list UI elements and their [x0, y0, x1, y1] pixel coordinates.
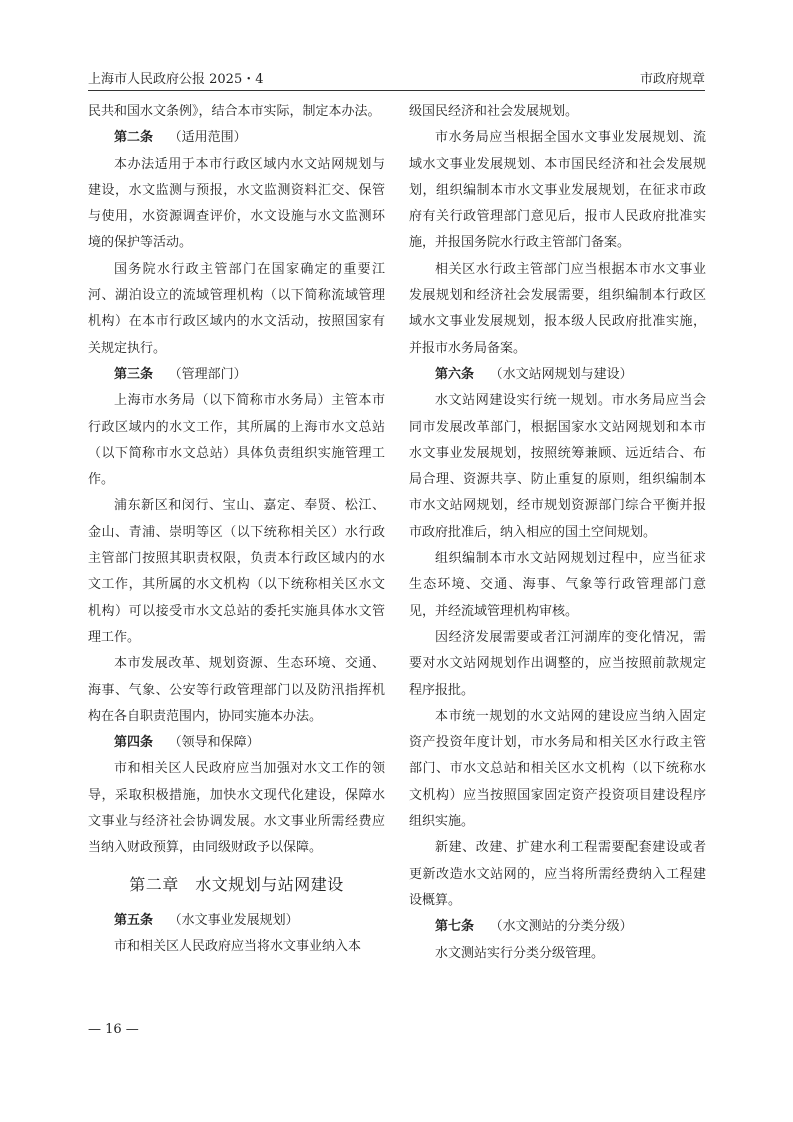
paragraph: 本办法适用于本市行政区域内水文站网规划与建设，水文监测与预报，水文监测资料汇交、保管与使用，水资源调查评价，水文设施与水文监测环境的保护等活动。 [88, 156, 385, 251]
chapter-heading: 第二章 水文规划与站网建设 [129, 874, 344, 894]
paragraph: 市水务局应当根据全国水文事业发展规划、流域水文事业发展规划、本市国民经济和社会发展规划，组织编制本市水文事业发展规划，在征求市政府有关行政管理部门意见后，报市人民政府批准实施，并报国务院水行政主管部门备案。 [409, 130, 706, 251]
paragraph: 民共和国水文条例》，结合本市实际，制定本办法。 [88, 104, 381, 119]
article-heading [88, 125, 385, 151]
article-heading [88, 362, 385, 388]
page-header [88, 68, 705, 90]
paragraph: 本市统一规划的水文站网的建设应当纳入固定资产投资年度计划，市水务局和相关区水行政主管部门、市水文总站和相关区水文机构（以下统称水文机构）应当按照国家固定资产投资项目建设程序组织实施。 [409, 708, 706, 830]
article-title: （水文测站的分类分级） [489, 919, 633, 935]
article-heading [409, 914, 706, 940]
article-number: 第四条 [114, 735, 154, 751]
article-number: 第五条 [114, 912, 154, 928]
article-title: （水文站网规划与建设） [489, 366, 633, 382]
article-number: 第二条 [114, 130, 154, 146]
article-number: 第三条 [114, 366, 154, 382]
article-heading [88, 730, 385, 756]
left-column [88, 99, 385, 960]
paragraph: 本市发展改革、规划资源、生态环境、交通、海事、气象、公安等行政管理部门以及防汛指挥机构在各自职责范围内，协同实施本办法。 [88, 656, 385, 724]
article-title: （领导和保障） [168, 735, 260, 751]
article-title: （适用范围） [168, 130, 247, 146]
paragraph: 市和相关区人民政府应当将水文事业纳入本 [114, 938, 362, 954]
paragraph: 浦东新区和闵行、宝山、嘉定、奉贤、松江、金山、青浦、崇明等区（以下统称相关区）水行政主管部门按照其职责权限，负责本行政区域内的水文工作，其所属的水文机构（以下统称相关区水文机构）可以接受市水文总站的委托实施具体水文管理工作。 [88, 498, 385, 645]
paragraph: 级国民经济和社会发展规划。 [409, 104, 579, 119]
article-heading [409, 362, 706, 388]
paragraph: 国务院水行政主管部门在国家确定的重要江河、湖泊设立的流域管理机构（以下简称流域管理机构）在本市行政区域内的水文活动，按照国家有关规定执行。 [88, 261, 385, 356]
page-number: — 16 — [88, 1022, 139, 1037]
right-column [409, 99, 706, 967]
article-title: （管理部门） [168, 366, 247, 382]
header-divider [88, 90, 705, 91]
article-number: 第七条 [435, 919, 475, 935]
paragraph: 相关区水行政主管部门应当根据本市水文事业发展规划和经济社会发展需要，组织编制本行政区域水文事业发展规划，报本级人民政府批准实施，并报市水务局备案。 [409, 261, 706, 356]
paragraph: 水文站网建设实行统一规划。市水务局应当会同市发展改革部门，根据国家水文站网规划和本市水文事业发展规划，按照统筹兼顾、远近结合、布局合理、资源共享、防止重复的原则，组织编制本市水文站网规划，经市规划资源部门综合平衡并报市政府批准后，纳入相应的国土空间规划。 [409, 393, 706, 540]
paragraph: 因经济发展需要或者江河湖库的变化情况，需要对水文站网规划作出调整的，应当按照前款规定程序报批。 [409, 629, 706, 698]
section-title: 市政府规章 [639, 72, 705, 87]
paragraph: 组织编制本市水文站网规划过程中，应当征求生态环境、交通、海事、气象等行政管理部门意见，并经流域管理机构审核。 [409, 551, 706, 619]
article-heading [88, 908, 385, 934]
paragraph: 市和相关区人民政府应当加强对水文工作的领导，采取积极措施，加快水文现代化建设，保障水文事业与经济社会协调发展。水文事业所需经费应当纳入财政预算，由同级财政予以保障。 [88, 761, 385, 856]
article-title: （水文事业发展规划） [168, 912, 299, 928]
paragraph: 上海市水务局（以下简称市水务局）主管本市行政区域内的水文工作，其所属的上海市水文总站（以下简称市水文总站）具体负责组织实施管理工作。 [88, 393, 385, 488]
publication-title: 上海市人民政府公报 2025・4 [88, 72, 264, 87]
paragraph: 新建、改建、扩建水利工程需要配套建设或者更新改造水文站网的，应当将所需经费纳入工程建设概算。 [409, 840, 706, 908]
paragraph: 水文测站实行分类分级管理。 [435, 945, 605, 961]
article-number: 第六条 [435, 366, 475, 382]
